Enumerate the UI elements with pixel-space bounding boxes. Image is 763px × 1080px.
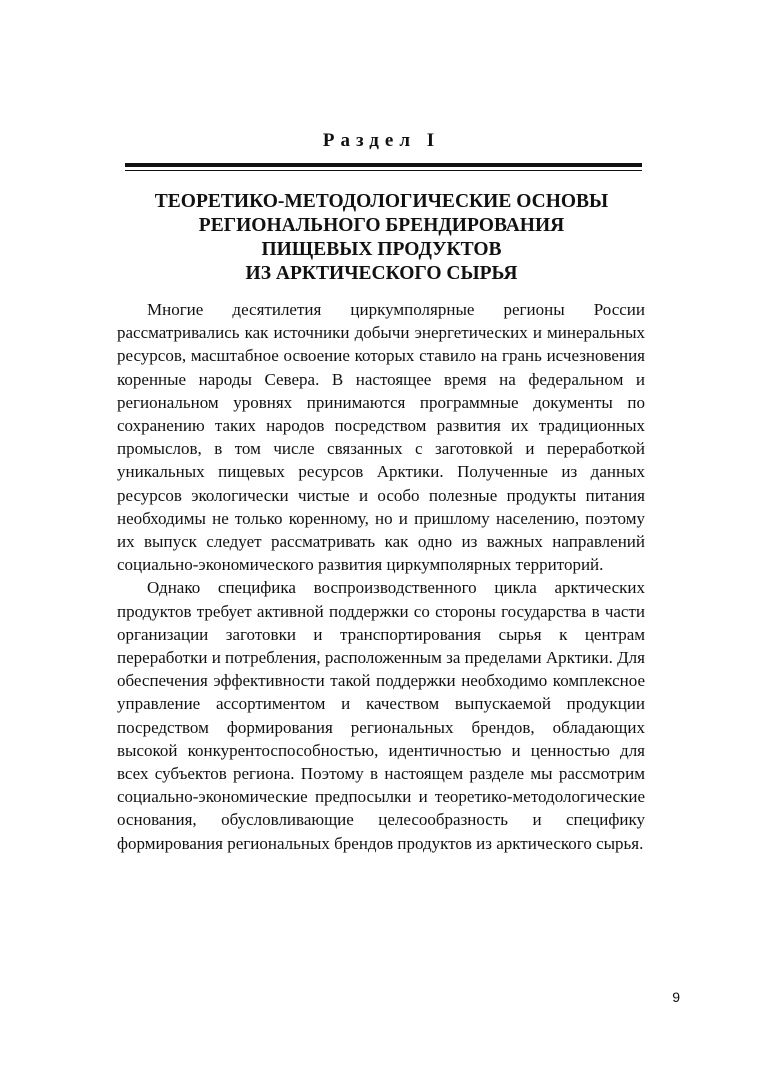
title-line: РЕГИОНАЛЬНОГО БРЕНДИРОВАНИЯ bbox=[198, 215, 565, 236]
section-title bbox=[100, 190, 663, 286]
page-number: 9 bbox=[672, 989, 680, 1005]
paragraph: Многие десятилетия циркумполярные регионы России рассматривались как источники добычи энергетических и минеральных ресурсов, масштабное освоение которых ставило на грань исчезновения коренные народы Севера. В настоящее время на федеральном и региональном уровнях принимаются программные документы по сохранению таких народов посредством развития их традиционных промыслов, в том числе связанных с заготовкой и переработкой уникальных пищевых ресурсов Арктики. Полученные из данных ресурсов экологически чистые и особо полезные продукты питания необходимы не только коренному, но и пришлому населению, поэтому их выпуск следует рассматривать как одно из важных направлений социально-экономического развития циркумполярных территорий. bbox=[117, 300, 645, 575]
section-label: Раздел I bbox=[322, 130, 441, 151]
heading-rule-thick bbox=[125, 163, 642, 167]
title-line: ИЗ АРКТИЧЕСКОГО СЫРЬЯ bbox=[245, 263, 518, 284]
body-text bbox=[117, 298, 645, 855]
title-line: ТЕОРЕТИКО-МЕТОДОЛОГИЧЕСКИЕ ОСНОВЫ bbox=[154, 191, 609, 212]
paragraph: Однако специфика воспроизводственного цикла арктических продуктов требует активной поддержки со стороны государства в части организации заготовки и транспортирования сырья к центрам переработки и потребления, расположенным за пределами Арктики. Для обеспечения эффективности такой поддержки необходимо комплексное управление ассортиментом и качеством выпускаемой продукции посредством формирования региональных брендов, обладающих высокой конкурентоспособностью, идентичностью и ценностью для всех субъектов региона. Поэтому в настоящем разделе мы рассмотрим социально-экономические предпосылки и теоретико-методологические основания, обусловливающие целесообразность и специфику формирования региональных брендов продуктов из арктического сырья. bbox=[117, 578, 645, 853]
heading-rule-thin bbox=[125, 170, 642, 171]
title-line: ПИЩЕВЫХ ПРОДУКТОВ bbox=[261, 239, 502, 260]
